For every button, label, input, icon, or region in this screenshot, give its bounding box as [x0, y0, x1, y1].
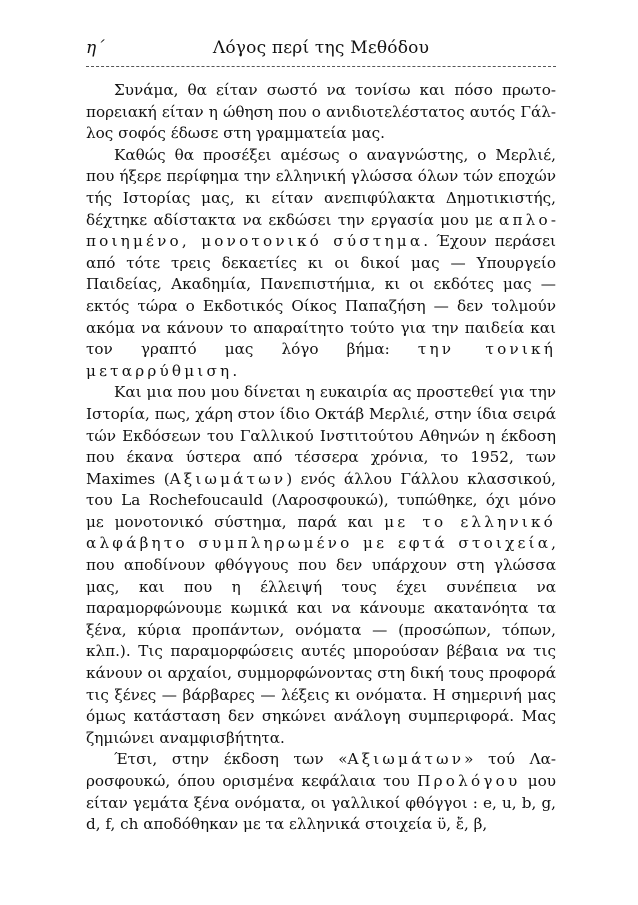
text-run: .: [232, 361, 238, 380]
text-run: ) ενός άλλου Γάλλου κλασσικού, του La Rochefoucauld (Λαροσφουκώ), τυπώθηκε, όχι μόνο με μονοτονικό σύστημα, παρά και: [86, 469, 556, 531]
running-head-title: Λόγος περί της Μεθόδου: [212, 38, 430, 58]
emphasized-text: Προλόγου: [417, 772, 521, 790]
text-run: » τού Λαροσφουκώ, όπου ορισμένα κεφάλαια του: [86, 750, 557, 790]
text-run: Καθώς θα προσέξει αμέσως ο αναγνώστης, ο Μερλιέ, που ήξερε περίφημα την ελληνική γλώσσα όλων τών εποχών τής Ιστορίας μας, κι είταν ανεπιφύλακτα Δημοτικιστής, δέχτηκε αδίστακτα να εκδώσει την εργασία μου με: [86, 145, 556, 229]
paragraph: [86, 145, 556, 383]
paragraph: [86, 382, 556, 749]
text-run: , που αποδίνουν φθόγγους που δεν υπάρχουν στη γλώσσα μας, και που η έλλειψή τους έχει συνέπεια να παραμορφώνουμε κωμικά και να κάνουμε ακατανόητα τα ξένα, κύρια προπάντων, ονόματα — (προσώπων, τόπων, κλπ.). Τις παραμορφώσεις αυτές μπορούσαν βέβαια να τις κάνουν οι αρχαίοι, συμμορφώνοντας στη δική τους προφορά τις ξένες — βάρβαρες — λέξεις κι ονόματα. Η σημερινή μας όμως κατάσταση δεν σηκώνει ανάλογη συμπεριφορά. Μας ζημιώνει αναμφισβήτητα.: [86, 534, 556, 747]
emphasized-text: με το ελληνικό αλφάβητο συμπληρωμένο με εφτά στοιχεία: [86, 512, 556, 553]
emphasized-text: Αξιωμάτων: [169, 469, 287, 488]
emphasized-text: απλοποιημένο, μονοτονικό σύστημα: [86, 210, 556, 251]
text-run: Και μια που μου δίνεται η ευκαιρία ας προστεθεί για την Ιστορία, πως, χάρη στον ίδιο Οκτάβ Μερλιέ, στην ίδια σειρά τών Εκδόσεων του Γαλλικού Ινστιτούτου Αθηνών η έκδοση που έκανα ύστερα από τέσσερα χρόνια, το 1952, των Maximes (: [86, 383, 556, 488]
paragraph: [86, 749, 556, 835]
header-rule: [86, 66, 556, 67]
book-page: [86, 38, 556, 836]
running-head: [86, 38, 556, 72]
text-run: Συνάμα, θα είταν σωστό να τονίσω και πόσο πρωτοπορειακή είταν η ώθηση που ο ανιδιοτελέστατος αυτός Γάλλος σοφός έδωσε στη γραμματεία μας.: [86, 81, 556, 143]
page-number: η΄: [86, 38, 105, 58]
text-run: μου είταν γεμάτα ξένα ονόματα, οι γαλλικοί φθόγγοι : e, u, b, g, d, f, ch αποδόθηκαν με τα ελληνικά στοιχεία ϋ, ἔ, β,: [86, 772, 556, 834]
emphasized-text: Αξιωμάτων: [347, 750, 465, 769]
emphasized-text: την τονική μεταρρύθμιση: [86, 340, 557, 380]
text-run: . Έχουν περάσει από τότε τρεις δεκαετίες κι οι δικοί μας — Υπουργείο Παιδείας, Ακαδημία, Πανεπιστήμια, κι οι εκδότες μας — εκτός τώρα ο Εκδοτικός Οίκος Παπαζήση — δεν τολμούν ακόμα να κάνουν το απαραίτητο τούτο για την παιδεία και τον γραπτό μας λόγο βήμα:: [86, 232, 557, 359]
text-run: Έτσι, στην έκδοση των «: [114, 750, 348, 769]
body-text: [86, 80, 556, 836]
paragraph: [86, 80, 556, 145]
